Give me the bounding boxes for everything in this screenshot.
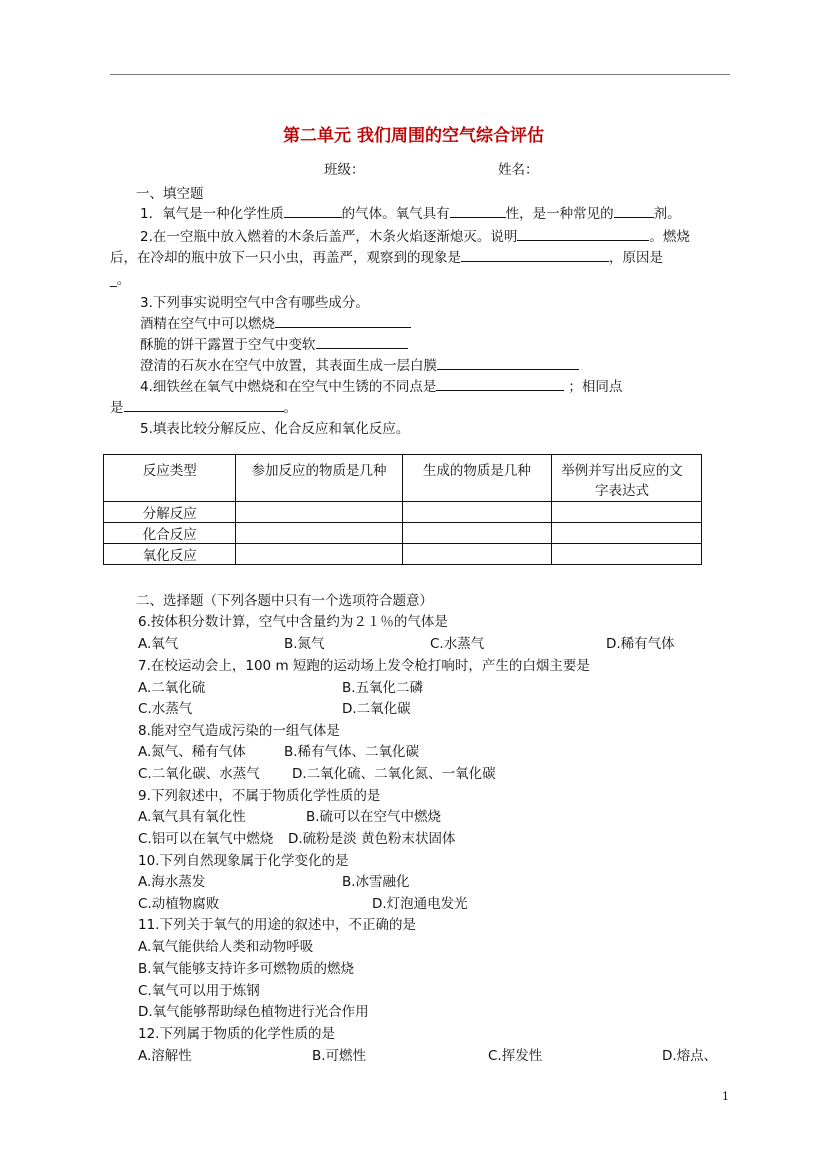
question-8-stem: 8.能对空气造成污染的一组气体是 bbox=[138, 723, 340, 739]
option[interactable]: D.二氧化硫、二氧化氮、一氧化碳 bbox=[292, 766, 496, 782]
option[interactable]: D.硫粉是淡 黄色粉末状固体 bbox=[288, 831, 456, 847]
option[interactable]: B.氮气 bbox=[284, 636, 325, 652]
blank[interactable] bbox=[437, 355, 579, 370]
page-title: 第二单元 我们周围的空气综合评估 bbox=[283, 126, 544, 146]
question-3-item3: 澄清的石灰水在空气中放置，其表面生成一层白膜 bbox=[140, 354, 579, 374]
option[interactable]: C.挥发性 bbox=[488, 1048, 543, 1064]
table-cell[interactable] bbox=[236, 502, 402, 523]
question-3-stem: 3.下列事实说明空气中含有哪些成分。 bbox=[140, 295, 369, 311]
option[interactable]: B.稀有气体、二氧化碳 bbox=[284, 744, 420, 760]
option[interactable]: A.氧气 bbox=[138, 636, 179, 652]
page-number: 1 bbox=[722, 1090, 729, 1103]
question-2-line2: 后，在冷却的瓶中放下一只小虫，再盖严，观察到的现象是 ，原因是 bbox=[110, 246, 663, 266]
option[interactable]: A.海水蒸发 bbox=[138, 874, 206, 890]
option[interactable]: A.溶解性 bbox=[138, 1048, 192, 1064]
table-cell[interactable] bbox=[552, 523, 702, 544]
option[interactable]: B.可燃性 bbox=[312, 1048, 367, 1064]
question-2-line3: _。 bbox=[110, 272, 131, 288]
question-11-stem: 11.下列关于氧气的用途的叙述中，不正确的是 bbox=[138, 917, 416, 933]
option[interactable]: B.五氧化二磷 bbox=[342, 680, 424, 696]
blank[interactable] bbox=[614, 203, 654, 218]
name-label: 姓名： bbox=[498, 162, 539, 178]
option[interactable]: C.水蒸气 bbox=[138, 701, 193, 717]
section1-heading: 一、填空题 bbox=[136, 186, 204, 202]
table-header: 参加反应的物质是几种 bbox=[236, 455, 402, 502]
row-label: 分解反应 bbox=[104, 502, 236, 523]
table-header: 生成的物质是几种 bbox=[402, 455, 551, 502]
table-header-row bbox=[104, 455, 702, 502]
question-10-stem: 10.下列自然现象属于化学变化的是 bbox=[138, 853, 349, 869]
table-cell[interactable] bbox=[402, 523, 551, 544]
row-label: 氧化反应 bbox=[104, 544, 236, 565]
blank[interactable] bbox=[450, 203, 506, 218]
question-1: 1．氧气是一种化学性质 的气体。氧气具有 性，是一种常见的 剂。 bbox=[140, 202, 681, 222]
question-7-stem: 7.在校运动会上，100 m 短跑的运动场上发令枪打响时，产生的白烟主要是 bbox=[138, 658, 590, 674]
option[interactable]: C.二氧化碳、水蒸气 bbox=[138, 766, 260, 782]
blank[interactable] bbox=[284, 203, 342, 218]
comparison-table bbox=[103, 454, 702, 565]
question-3-item1: 酒精在空气中可以燃烧 bbox=[140, 312, 411, 332]
blank[interactable] bbox=[517, 226, 649, 241]
blank[interactable] bbox=[124, 397, 284, 412]
table-cell[interactable] bbox=[236, 523, 402, 544]
option[interactable]: B.冰雪融化 bbox=[342, 874, 410, 890]
question-6-stem: 6.按体积分数计算，空气中含量约为２１％的气体是 bbox=[138, 614, 448, 630]
table-cell[interactable] bbox=[402, 544, 551, 565]
option[interactable]: D.灯泡通电发光 bbox=[372, 896, 468, 912]
table-header: 反应类型 bbox=[104, 455, 236, 502]
table-cell[interactable] bbox=[552, 502, 702, 523]
header-rule bbox=[110, 74, 730, 75]
option[interactable]: A.氮气、稀有气体 bbox=[138, 744, 246, 760]
table-cell[interactable] bbox=[552, 544, 702, 565]
option[interactable]: D.稀有气体 bbox=[606, 636, 675, 652]
option[interactable]: D.熔点、 bbox=[662, 1048, 718, 1064]
question-2-line1: 2.在一空瓶中放入燃着的木条后盖严，木条火焰逐渐熄灭。说明 。燃烧 bbox=[140, 225, 690, 245]
option[interactable]: B.硫可以在空气中燃烧 bbox=[306, 809, 442, 825]
option[interactable]: C.水蒸气 bbox=[430, 636, 485, 652]
question-5-stem: 5.填表比较分解反应、化合反应和氧化反应。 bbox=[140, 421, 410, 437]
option[interactable]: C.动植物腐败 bbox=[138, 896, 220, 912]
table-cell[interactable] bbox=[402, 502, 551, 523]
question-12-stem: 12.下列属于物质的化学性质的是 bbox=[138, 1026, 335, 1042]
row-label: 化合反应 bbox=[104, 523, 236, 544]
blank[interactable] bbox=[436, 376, 564, 391]
blank[interactable] bbox=[461, 247, 609, 262]
table-row bbox=[104, 502, 702, 523]
option[interactable]: A.二氧化硫 bbox=[138, 680, 206, 696]
section2-heading: 二、选择题（下列各题中只有一个选项符合题意） bbox=[136, 593, 433, 609]
question-4-line2: 是 。 bbox=[110, 396, 297, 416]
option[interactable]: D.二氧化碳 bbox=[342, 701, 411, 717]
question-9-stem: 9.下列叙述中，不属于物质化学性质的是 bbox=[138, 788, 381, 804]
blank[interactable] bbox=[316, 334, 408, 349]
table-header: 举例并写出反应的文字表达式 bbox=[552, 455, 702, 502]
option[interactable]: B.氧气能够支持许多可燃物质的燃烧 bbox=[138, 961, 355, 977]
question-3-item2: 酥脆的饼干露置于空气中变软 bbox=[140, 333, 408, 353]
table-cell[interactable] bbox=[236, 544, 402, 565]
question-4-line1: 4.细铁丝在氧气中燃烧和在空气中生锈的不同点是 ；相同点 bbox=[140, 375, 622, 395]
table-row bbox=[104, 523, 702, 544]
option[interactable]: A.氧气具有氧化性 bbox=[138, 809, 246, 825]
option[interactable]: C.氧气可以用于炼钢 bbox=[138, 983, 260, 999]
blank[interactable] bbox=[275, 313, 411, 328]
class-label: 班级： bbox=[324, 162, 365, 178]
option[interactable]: D.氧气能够帮助绿色植物进行光合作用 bbox=[138, 1004, 369, 1020]
option[interactable]: C.铝可以在氧气中燃烧 bbox=[138, 831, 274, 847]
table-row bbox=[104, 544, 702, 565]
option[interactable]: A.氧气能供给人类和动物呼吸 bbox=[138, 939, 314, 955]
